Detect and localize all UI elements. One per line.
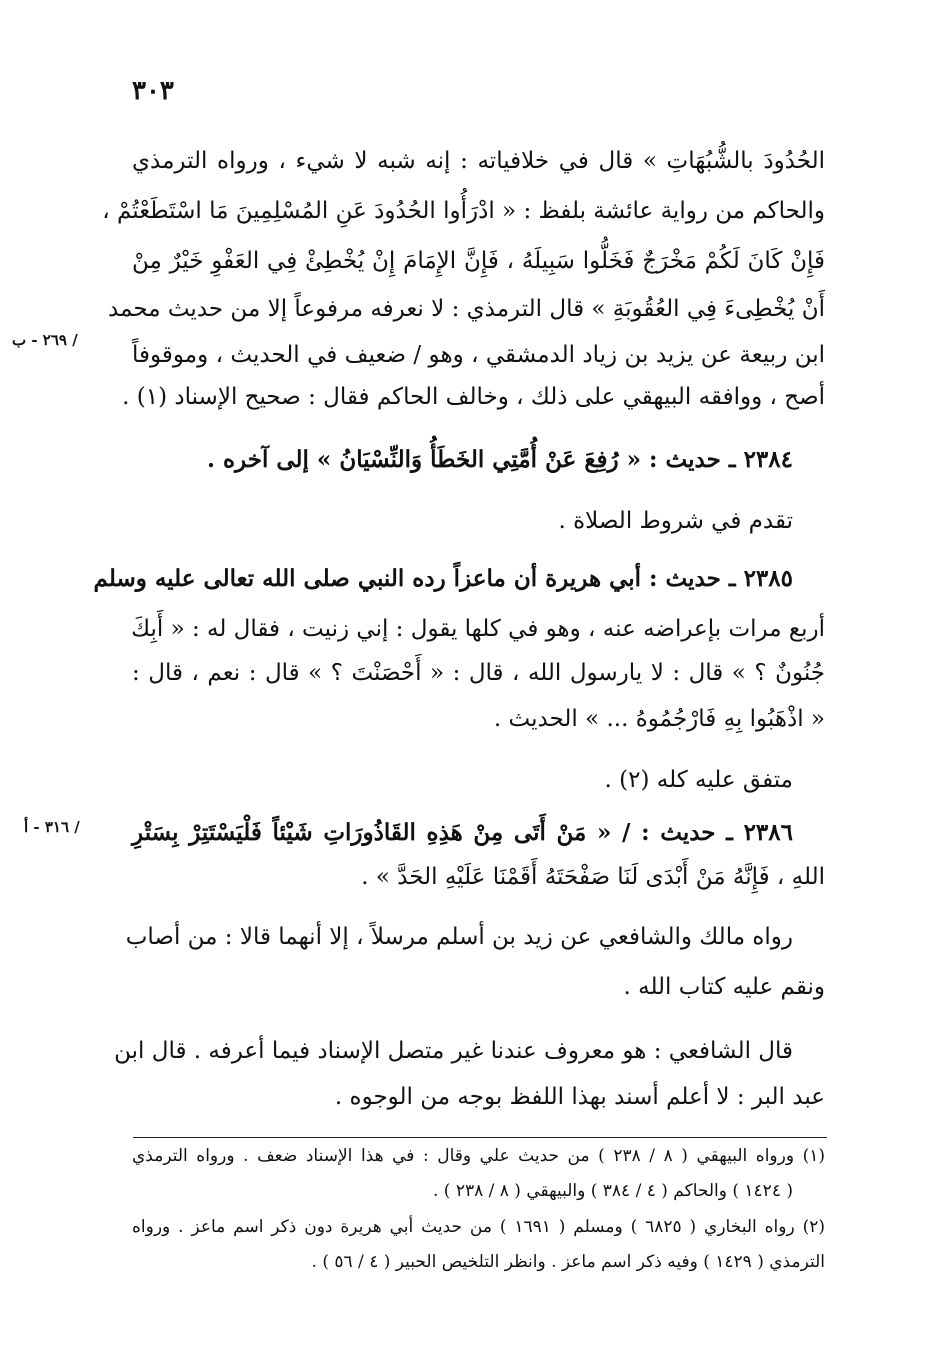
hadith-heading: ٢٣٨٤ ـ حديث : « رُفِعَ عَنْ أُمَّتِي الخَطَأُ وَالنِّسْيَانُ » إلى آخره . <box>206 446 793 473</box>
hadith-heading: ٢٣٨٦ ـ حديث : / « مَنْ أَتَى مِنْ هَذِهِ القَاذُورَاتِ شَيْئاً فَلْيَسْتَتِرْ بِسَتْرِ <box>132 819 793 846</box>
text-line: والحاكم من رواية عائشة بلفظ : « ادْرَأُوا الحُدُودَ عَنِ المُسْلِمِينَ مَا اسْتَطَعْتُمْ ، <box>102 198 825 224</box>
footnote-line: الترمذي ( ١٤٢٩ ) وفيه ذكر اسم ماعز . وانظر التلخيص الحبير ( ٤ / ٥٦ ) . <box>311 1252 825 1272</box>
margin-folio-ref: ٣١٦ - أ / <box>24 818 80 836</box>
margin-folio-ref: ٢٦٩ - ب / <box>12 331 78 349</box>
text-line: أربع مرات بإعراضه عنه ، وهو في كلها يقول : إني زنيت ، فقال له : « أَبِكَ <box>131 616 825 642</box>
text-line: رواه مالك والشافعي عن زيد بن أسلم مرسلاً ، إلا أنهما قالا : من أصاب <box>125 924 793 950</box>
text-line: ابن ربيعة عن يزيد بن زياد الدمشقي ، وهو / ضعيف في الحديث ، وموقوفاً <box>132 342 825 368</box>
text-line: الحُدُودَ بالشُّبُهَاتِ » قال في خلافياته : إنه شبه لا شيء ، ورواه الترمذي <box>132 148 825 174</box>
text-line: تقدم في شروط الصلاة . <box>558 508 793 534</box>
text-line: قال الشافعي : هو معروف عندنا غير متصل الإسناد فيما أعرفه . قال ابن <box>114 1038 793 1064</box>
footnote-line: (١) ورواه البيهقي ( ٨ / ٢٣٨ ) من حديث علي وقال : في هذا الإسناد ضعف . ورواه الترمذي <box>132 1146 826 1166</box>
text-line: عبد البر : لا أعلم أسند بهذا اللفظ بوجه من الوجوه . <box>334 1084 825 1110</box>
footnote-line: (٢) رواه البخاري ( ٦٨٢٥ ) ومسلم ( ١٦٩١ ) من حديث أبي هريرة دون ذكر اسم ماعز . ورواه <box>132 1217 825 1237</box>
text-line: فَإِنْ كَانَ لَكُمْ مَخْرَجٌ فَخَلُّوا سَبِيلَهُ ، فَإِنَّ الإِمَامَ إِنْ يُخْطِئْ فِي العَفْوِ خَيْرٌ مِنْ <box>132 248 825 274</box>
page-number: ٣٠٣ <box>132 76 174 106</box>
footnote-line: ( ١٤٢٤ ) والحاكم ( ٤ / ٣٨٤ ) والبيهقي ( ٨ / ٢٣٨ ) . <box>432 1181 793 1201</box>
text-line: جُنُونٌ ؟ » قال : لا يارسول الله ، قال : « أَحْصَنْتَ ؟ » قال : نعم ، قال : <box>132 660 825 686</box>
text-line: « اذْهَبُوا بِهِ فَارْجُمُوهُ ... » الحديث . <box>493 706 825 732</box>
text-line: أصح ، ووافقه البيهقي على ذلك ، وخالف الحاكم فقال : صحيح الإسناد (١) . <box>122 384 825 410</box>
text-line: اللهِ ، فَإِنَّهُ مَنْ أَبْدَى لَنَا صَفْحَتَهُ أَقَمْنَا عَلَيْهِ الحَدَّ » . <box>361 864 825 890</box>
hadith-heading: ٢٣٨٥ ـ حديث : أبي هريرة أن ماعزاً رده النبي صلى الله تعالى عليه وسلم <box>93 565 793 592</box>
text-line: أَنْ يُخْطِىءَ فِي العُقُوبَةِ » قال الترمذي : لا نعرفه مرفوعاً إلا من حديث محمد <box>108 296 825 322</box>
text-line: ونقم عليه كتاب الله . <box>623 974 825 1000</box>
footnote-divider <box>133 1137 827 1138</box>
text-line: متفق عليه كله (٢) . <box>604 767 793 793</box>
